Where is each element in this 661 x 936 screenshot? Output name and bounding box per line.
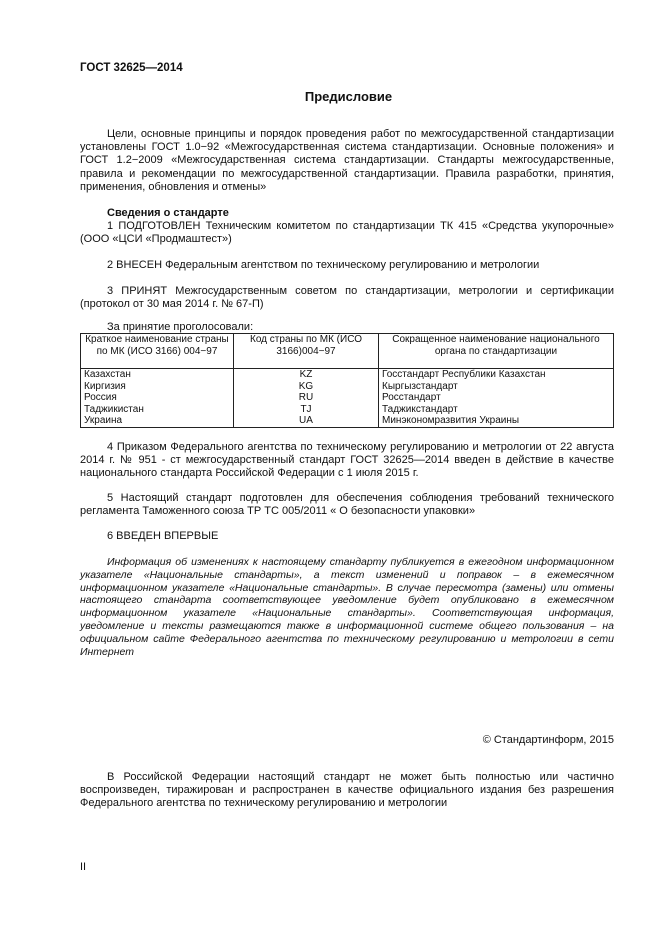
code-cell: KG <box>234 381 379 393</box>
table-row <box>81 369 614 381</box>
body-cell: Минэкономразвития Украины <box>379 415 614 427</box>
table-row <box>81 392 614 404</box>
info-note: Информация об изменениях к настоящему стандарту публикуется в ежегодном информационном указателе «Национальные стандарты», а текст изменений и поправок – в ежемесячном информационном указателе «Национальные стандарты». В случае пересмотра (замены) или отмены настоящего стандарта соответствующее уведомление будет опубликовано в ежемесячном информационном указателе «Национальные стандарты». Соответствующая информация, уведомление и тексты размещаются также в информационной системе общего пользования – на официальном сайте Федерального агентства по техническому регулированию и метрологии в сети Интернет <box>80 556 614 658</box>
code-cell: UA <box>234 415 379 427</box>
country-cell: Киргизия <box>81 381 234 393</box>
document-code: ГОСТ 32625—2014 <box>80 62 183 74</box>
table-header-country: Краткое наименование страны по МК (ИСО 3166) 004−97 <box>81 334 234 369</box>
item-5: 5 Настоящий стандарт подготовлен для обеспечения соблюдения требований технического регламента Таможенного союза ТР ТС 005/2011 « О безопасности упаковки» <box>80 492 614 518</box>
page-number: II <box>80 861 87 873</box>
intro-paragraph: Цели, основные принципы и порядок проведения работ по межгосударственной стандартизации установлены ГОСТ 1.0−92 «Межгосударственная система стандартизации. Основные положения» и ГОСТ 1.2−2009 «Межгосударственная система стандартизации. Стандарты межгосударственные, правила и рекомендации по межгосударственной стандартизации. Правила разработки, принятия, применения, обновления и отмены» <box>80 128 614 193</box>
code-cell: TJ <box>234 404 379 416</box>
code-cell: RU <box>234 392 379 404</box>
item-3: 3 ПРИНЯТ Межгосударственным советом по стандартизации, метрологии и сертификации (протокол от 30 мая 2014 г. № 67-П) <box>80 285 614 311</box>
body-cell: Кыргызстандарт <box>379 381 614 393</box>
table-row <box>81 415 614 427</box>
copyright: © Стандартинформ, 2015 <box>482 734 614 746</box>
voting-table <box>80 333 614 428</box>
item-1: 1 ПОДГОТОВЛЕН Техническим комитетом по стандартизации ТК 415 «Средства укупорочные» (ООО «ЦСИ «Продмаштест») <box>80 220 614 246</box>
country-cell: Россия <box>81 392 234 404</box>
page-title: Предисловие <box>304 89 393 104</box>
table-header-body: Сокращенное наименование национального органа по стандартизации <box>379 334 614 369</box>
body-cell: Госстандарт Республики Казахстан <box>379 369 614 381</box>
body-cell: Таджикстандарт <box>379 404 614 416</box>
table-row <box>81 381 614 393</box>
country-cell: Таджикистан <box>81 404 234 416</box>
legal-notice: В Российской Федерации настоящий стандарт не может быть полностью или частично воспроизведен, тиражирован и распространен в качестве официального издания без разрешения Федерального агентства по техническому регулированию и метрологии <box>80 771 614 810</box>
code-cell: KZ <box>234 369 379 381</box>
body-cell: Росстандарт <box>379 392 614 404</box>
table-header-code: Код страны по МК (ИСО 3166)004−97 <box>234 334 379 369</box>
item-4: 4 Приказом Федерального агентства по техническому регулированию и метрологии от 22 августа 2014 г. № 951 - ст межгосударственный стандарт ГОСТ 32625—2014 введен в действие в качестве национального стандарта Российской Федерации с 1 июля 2015 г. <box>80 441 614 480</box>
item-2: 2 ВНЕСЕН Федеральным агентством по техническому регулированию и метрологии <box>107 259 540 271</box>
table-row <box>81 404 614 416</box>
country-cell: Казахстан <box>81 369 234 381</box>
vote-label: За принятие проголосовали: <box>107 321 254 333</box>
item-6: 6 ВВЕДЕН ВПЕРВЫЕ <box>107 530 219 542</box>
country-cell: Украина <box>81 415 234 427</box>
info-heading: Сведения о стандарте <box>107 207 229 219</box>
